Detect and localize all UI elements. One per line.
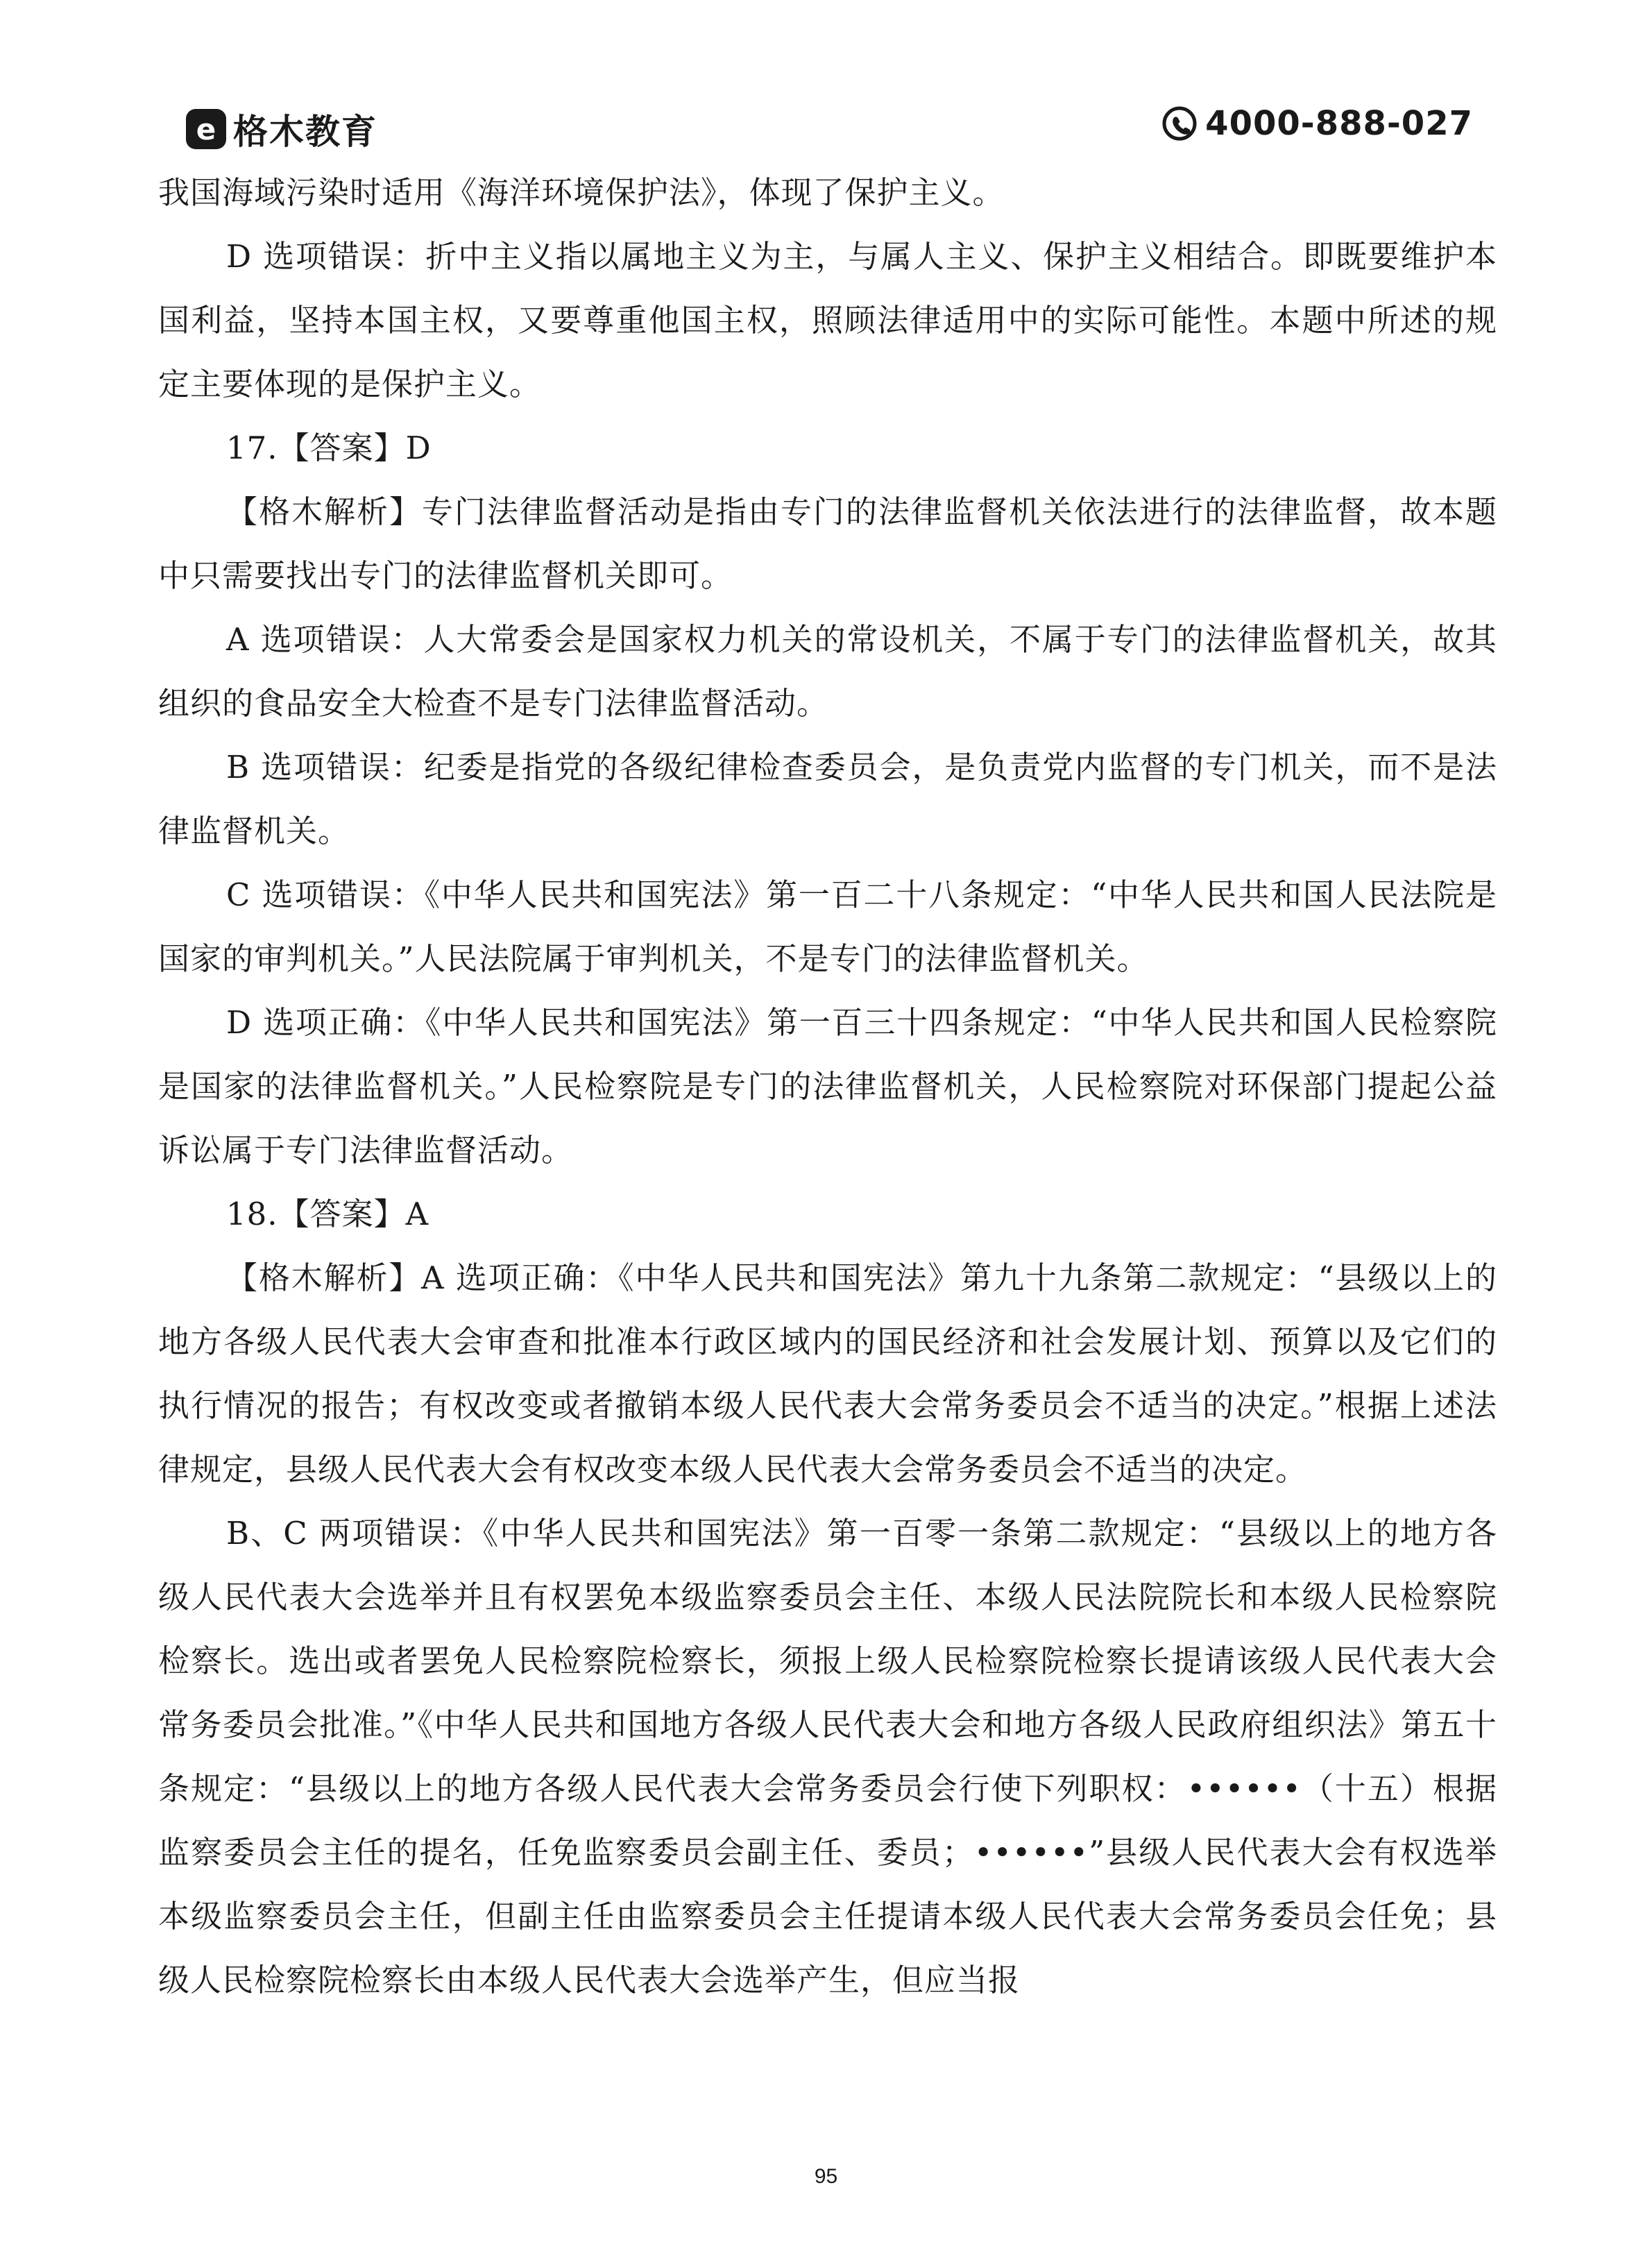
answer-heading: 17.【答案】D bbox=[226, 430, 432, 466]
paragraph: C 选项错误：《中华人民共和国宪法》第一百二十八条规定：“中华人民共和国人民法院是国家的审判机关。”人民法院属于审判机关，不是专门的法律监督机关。 bbox=[158, 876, 1497, 977]
paragraph: 【格木解析】专门法律监督活动是指由专门的法律监督机关依法进行的法律监督，故本题中只需要找出专门的法律监督机关即可。 bbox=[158, 493, 1497, 594]
paragraph: 我国海域污染时适用《海洋环境保护法》，体现了保护主义。 bbox=[158, 174, 1005, 211]
document-body bbox=[158, 161, 1497, 2012]
answer-heading: 18.【答案】A bbox=[226, 1196, 429, 1232]
paragraph: A 选项错误：人大常委会是国家权力机关的常设机关，不属于专门的法律监督机关，故其组织的食品安全大检查不是专门法律监督活动。 bbox=[158, 621, 1497, 722]
logo-icon: e bbox=[186, 109, 226, 149]
paragraph: 【格木解析】A 选项正确：《中华人民共和国宪法》第九十九条第二款规定：“县级以上的地方各级人民代表大会审查和批准本行政区域内的国民经济和社会发展计划、预算以及它们的执行情况的报告；有权改变或者撤销本级人民代表大会常务委员会不适当的决定。”根据上述法律规定，县级人民代表大会有权改变本级人民代表大会常务委员会不适当的决定。 bbox=[158, 1259, 1497, 1488]
logo-text: 格木教育 bbox=[233, 112, 377, 152]
paragraph: D 选项正确：《中华人民共和国宪法》第一百三十四条规定：“中华人民共和国人民检察院是国家的法律监督机关。”人民检察院是专门的法律监督机关，人民检察院对环保部门提起公益诉讼属于专门法律监督活动。 bbox=[158, 1004, 1497, 1169]
hotline bbox=[1161, 104, 1473, 143]
phone-icon bbox=[1161, 105, 1198, 142]
paragraph: B、C 两项错误：《中华人民共和国宪法》第一百零一条第二款规定：“县级以上的地方各级人民代表大会选举并且有权罢免本级监察委员会主任、本级人民法院院长和本级人民检察院检察长。选出或者罢免人民检察院检察长，须报上级人民检察院检察长提请该级人民代表大会常务委员会批准。”《中华人民共和国地方各级人民代表大会和地方各级人民政府组织法》第五十条规定：“县级以上的地方各级人民代表大会常务委员会行使下列职权：••••••（十五）根据监察委员会主任的提名，任免监察委员会副主任、委员；••••••”县级人民代表大会有权选举本级监察委员会主任，但副主任由监察委员会主任提请本级人民代表大会常务委员会任免；县级人民检察院检察长由本级人民代表大会选举产生，但应当报 bbox=[158, 1515, 1497, 1998]
page-number: 95 bbox=[814, 2165, 838, 2188]
paragraph: D 选项错误：折中主义指以属地主义为主，与属人主义、保护主义相结合。即既要维护本国利益，坚持本国主权，又要尊重他国主权，照顾法律适用中的实际可能性。本题中所述的规定主要体现的是保护主义。 bbox=[158, 238, 1497, 402]
page-header bbox=[0, 0, 1652, 167]
paragraph: B 选项错误：纪委是指党的各级纪律检查委员会，是负责党内监督的专门机关，而不是法律监督机关。 bbox=[158, 749, 1497, 849]
brand-logo bbox=[186, 104, 377, 154]
phone-number: 4000-888-027 bbox=[1205, 104, 1473, 143]
